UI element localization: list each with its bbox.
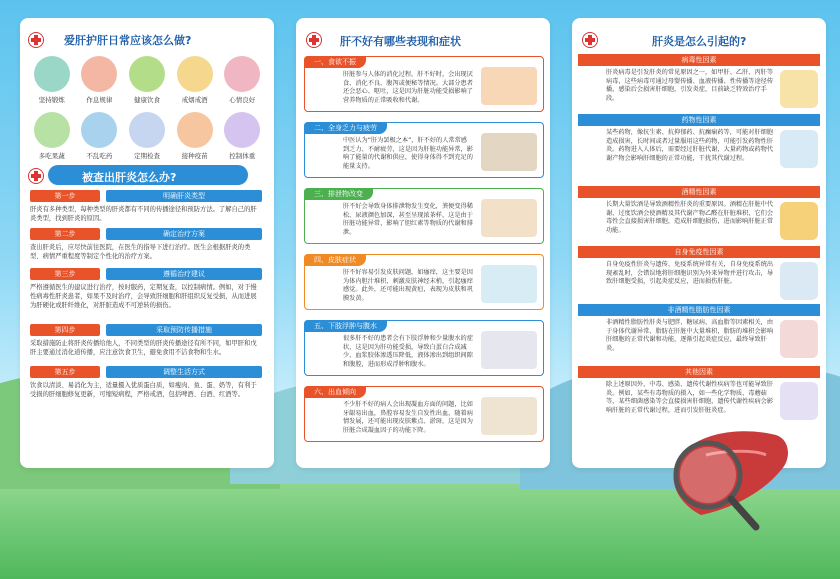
symptom-illustration (481, 331, 537, 369)
symptom-tag: 五、下肢浮肿与腹水 (304, 320, 387, 332)
habit-item (28, 112, 76, 160)
cause-text: 自身免疫性肝炎与遗传、免疫系统异常有关，自身免疫系统出现紊乱时，会错误地将肝细胞识别为外来异物并进行攻击，导致肝细胞受损，引起炎症反应，进而损伤肝脏。 (606, 261, 774, 286)
section-title: 被查出肝炎怎么办? (82, 171, 177, 184)
cause-text: 非酒精性脂肪性肝炎与肥胖、糖尿病、高血脂等因素相关，由于身体代谢异常，脂肪在肝脏中大量堆积，脂肪的堆积会影响肝细胞的正常代谢和功能，逐渐引起炎症反应，最终导致肝炎。 (606, 319, 774, 352)
habit-illustration (81, 56, 117, 92)
step-tag: 第四步 (30, 324, 100, 336)
causes-panel (572, 18, 826, 468)
habit-item (171, 56, 219, 104)
panel-title: 肝不好有哪些表现和症状 (340, 35, 461, 48)
cause-text: 某些药物，像抗生素、抗抑郁药、抗癫痫药等，可能对肝细胞造成损害，长时间或者过量服用这些药物，可能引发药物性肝炎。药物进入人体后，需要经过肝脏代谢，大量药物或药物代谢产物会影响肝细胞的正常功能，干扰其代谢过程。 (606, 129, 774, 162)
symptom-illustration (481, 397, 537, 435)
step-text: 严格遵循医生的建议进行治疗，按时服药，定期复查，以控制病情。例如，对于慢性病毒性肝炎患者，如果不及时治疗，会导致肝细胞和肝组织反复受损，从而进展为肝硬化或肝纤维化，对肝脏造成不可逆转的损伤。 (30, 284, 257, 309)
medical-cross-icon (306, 32, 322, 48)
symptom-text: 不少肝不好的病人会出现凝血方面的问题，比如牙龈易出血，鼻腔容易发生自发性出血，随着病情发展，还可能出现皮肤紫点、淤斑，这是因为肝脏合成凝血因子的功能下降。 (343, 401, 473, 434)
habit-label: 不乱吃药 (86, 152, 113, 160)
habit-item (76, 112, 124, 160)
habit-illustration (224, 56, 260, 92)
medical-cross-icon (28, 32, 44, 48)
step-heading: 调整生活方式 (106, 366, 262, 378)
habit-label: 戒烟戒酒 (181, 96, 208, 104)
habit-label: 多吃果蔬 (38, 152, 65, 160)
habit-illustration (177, 56, 213, 92)
symptom-card (304, 320, 544, 376)
symptom-tag: 一、食欲不振 (304, 56, 366, 68)
symptom-illustration (481, 265, 537, 303)
habit-label: 定期检查 (133, 152, 160, 160)
symptom-text: 肝不好会导致身体排泄物发生变化，粪便变得稀松、尿液颜色加深，甚至呈现浓茶样，这是由于肝脏功能异常，影响了胆红素等物质的代谢和排泄。 (343, 203, 473, 236)
medical-cross-icon (28, 168, 44, 184)
step-heading: 采取预防传播措施 (106, 324, 262, 336)
symptom-card (304, 56, 544, 112)
step-text: 采取措施防止将肝炎传播给他人，不同类型的肝炎传播途径有所不同，如甲肝和戊肝主要通过消化道传播，应注意饮食卫生，避免食用不洁食物和生水。 (30, 340, 257, 356)
cause-heading: 病毒性因素 (578, 54, 820, 66)
step-heading: 遵循治疗建议 (106, 268, 262, 280)
symptom-illustration (481, 199, 537, 237)
cause-heading: 自身免疫性因素 (578, 246, 820, 258)
step-tag: 第五步 (30, 366, 100, 378)
symptom-card (304, 386, 544, 442)
habit-label: 坚持锻炼 (38, 96, 65, 104)
habit-illustration (34, 56, 70, 92)
symptom-card (304, 254, 544, 310)
habit-item (76, 56, 124, 104)
step-tag: 第二步 (30, 228, 100, 240)
habit-grid (28, 56, 266, 160)
symptom-tag: 六、出血倾向 (304, 386, 366, 398)
panel-title: 爱肝护肝日常应该怎么做? (64, 34, 192, 47)
panel-title: 肝炎是怎么引起的? (652, 35, 747, 48)
cause-heading: 药物性因素 (578, 114, 820, 126)
cause-illustration (780, 130, 818, 168)
cause-illustration (780, 70, 818, 108)
step-text: 查出肝炎后，应尽快前往医院，在医生的指导下进行治疗。医生会根据肝炎的类型、病情严重程度等制定个性化的治疗方案。 (30, 244, 251, 260)
symptom-card (304, 122, 544, 178)
cause-text: 除上述原因外，中毒、感染、遗传代谢性疾病等也可能导致肝炎。例如，某些有毒物质的摄入，如一些化学物质、毒蘑菇等，某些细菌感染等会直接损害肝细胞，遗传代谢性疾病会影响肝脏的正常代谢过程，进而引发肝脏炎症。 (606, 381, 774, 414)
cause-illustration (780, 202, 818, 240)
habit-label: 作息规律 (86, 96, 113, 104)
symptom-illustration (481, 67, 537, 105)
medical-cross-icon (582, 32, 598, 48)
symptom-text: 很多肝不好的患者会有下肢浮肿和少量腹水的症状，这是因为肝功能受损，导致白蛋白合成减少，血浆胶体渗透压降低，液体渗出到组织间隙和腹腔，进而形成浮肿和腹水。 (343, 335, 473, 368)
symptom-tag: 二、全身乏力与疲劳 (304, 122, 387, 134)
habit-label: 心情良好 (229, 96, 256, 104)
symptom-text: 肝不好容易引发皮肤问题，如瘙痒，这主要是因为体内胆汁堆积，刺激皮肤神经末梢，引起瘙痒感觉。此外，还可能出现黄疸，表现为皮肤和巩膜发黄。 (343, 269, 473, 302)
symptom-text: 中医认为“肝为罢极之本”，肝不好的人常常感到乏力、不耐疲劳，这是因为肝脏功能异常，影响了能量的代谢和供应，使得身体得不到充足的能量支持。 (343, 137, 473, 170)
habit-item (28, 56, 76, 104)
prevention-panel (20, 18, 274, 468)
step-heading: 明确肝炎类型 (106, 190, 262, 202)
habit-illustration (129, 112, 165, 148)
cause-text: 肝炎病毒是引发肝炎的常见原因之一，如甲肝、乙肝、丙肝等病毒，这些病毒可通过母婴传播、血液传播、性传播等途径传播，感染后会损害肝细胞，引发炎症，目前缺乏特效治疗手段。 (606, 69, 774, 102)
habit-item (171, 112, 219, 160)
habit-label: 控制体重 (229, 152, 256, 160)
habit-label: 健康饮食 (133, 96, 160, 104)
step-text: 饮食以清淡、易消化为主，适量摄入优质蛋白质，如瘦肉、鱼、蛋、奶等，有利于受损的肝细胞修复更新，可缩短病程，严格戒酒，包括啤酒、白酒、红酒等。 (30, 382, 257, 398)
habit-item (218, 56, 266, 104)
habit-illustration (224, 112, 260, 148)
step-tag: 第三步 (30, 268, 100, 280)
habit-item (123, 112, 171, 160)
cause-heading: 非酒精性脂肪性因素 (578, 304, 820, 316)
symptom-text: 肝脏参与人体的消化过程，肝不好时，会出现厌食、消化不良、腹泻或便秘等情况。大部分患者还会恶心、呕吐，这是因为肝脏功能受损影响了营养物质的正常吸收和代谢。 (343, 71, 473, 104)
cause-heading: 其他因素 (578, 366, 820, 378)
symptom-card (304, 188, 544, 244)
symptom-tag: 三、排泄物改变 (304, 188, 373, 200)
liver-illustration (666, 415, 796, 535)
symptom-tag: 四、皮肤症状 (304, 254, 366, 266)
step-text: 肝炎有多种类型，每种类型的肝炎都有不同的传播途径和预防方法。了解自己的肝炎类型，找到肝炎的原因。 (30, 206, 257, 222)
habit-illustration (81, 112, 117, 148)
cause-text: 长期大量饮酒是导致酒精性肝炎的重要原因。酒精在肝脏中代谢，过度饮酒会使酒精及其代谢产物乙醛在肝脏堆积，它们会毒性会直接损害肝细胞，造成肝细胞损伤，进而影响肝脏正常功能。 (606, 201, 774, 234)
habit-illustration (129, 56, 165, 92)
cause-illustration (780, 262, 818, 300)
symptom-illustration (481, 133, 537, 171)
habit-illustration (177, 112, 213, 148)
habit-item (218, 112, 266, 160)
cause-heading: 酒精性因素 (578, 186, 820, 198)
habit-illustration (34, 112, 70, 148)
symptoms-panel (296, 18, 550, 468)
cause-illustration (780, 320, 818, 358)
step-heading: 确定治疗方案 (106, 228, 262, 240)
habit-label: 接种疫苗 (181, 152, 208, 160)
step-tag: 第一步 (30, 190, 100, 202)
habit-item (123, 56, 171, 104)
